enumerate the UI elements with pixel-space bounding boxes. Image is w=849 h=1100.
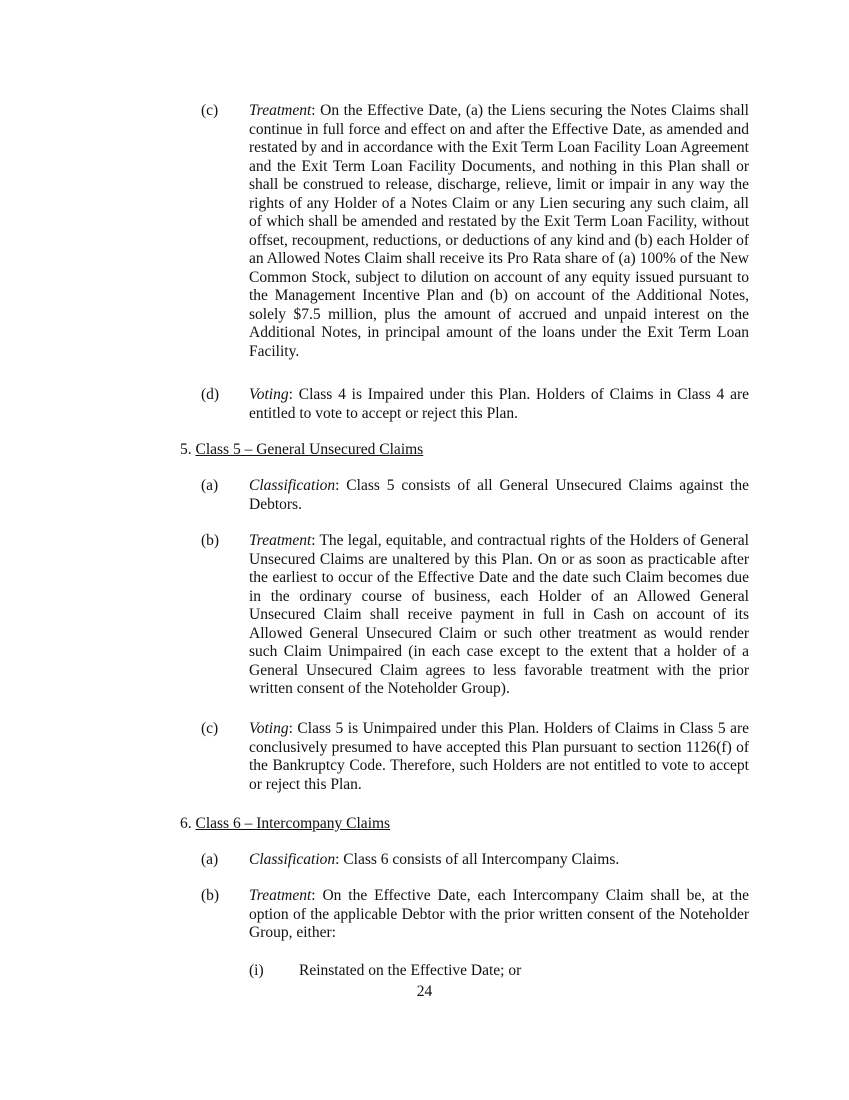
sub-item-label: (i) (249, 962, 264, 979)
item-text: : Class 6 consists of all Intercompany Claims. (335, 851, 620, 868)
class5-treatment-paragraph (201, 532, 749, 699)
item-text: : On the Effective Date, (a) the Liens securing the Notes Claims shall continue in full force and effect on and after the Effective Date, as amended and restated by and in accordance with the Exit Term Loan Facility Loan Agreement and the Exit Term Loan Facility Documents, and nothing in this Plan shall or shall be construed to release, discharge, relieve, limit or impair in any way the rights of any Holder of a Notes Claim or any Lien securing any such claim, all of which shall be amended and restated by the Exit Term Loan Facility, without offset, recoupment, reductions, or deductions of any kind and (b) each Holder of an Allowed Notes Claim shall receive its Pro Rata share of (a) 100% of the New Common Stock, subject to dilution on account of any equity issued pursuant to the Management Incentive Plan and (b) on account of the Additional Notes, solely $7.5 million, plus the amount of accrued and unpaid interest on the Additional Notes, in principal amount of the loans under the Exit Term Loan Facility. (249, 102, 749, 360)
item-body (249, 851, 749, 870)
item-title: Voting (249, 720, 289, 737)
sub-item-text: Reinstated on the Effective Date; or (299, 962, 522, 979)
item-title: Voting (249, 386, 289, 403)
item-label: (d) (201, 386, 220, 403)
item-label: (a) (201, 477, 219, 494)
item-body (249, 720, 749, 794)
item-text: : On the Effective Date, each Intercompany Claim shall be, at the option of the applicable Debtor with the prior written consent of the Noteholder Group, either: (249, 887, 749, 941)
item-body (249, 386, 749, 423)
item-title: Treatment (249, 887, 312, 904)
class4-treatment-paragraph (201, 102, 749, 361)
item-text: : Class 5 consists of all General Unsecured Claims against the Debtors. (249, 477, 749, 513)
heading-title: Class 6 – Intercompany Claims (195, 815, 391, 832)
class6-sub-item (249, 962, 749, 981)
item-text: : Class 4 is Impaired under this Plan. Holders of Claims in Class 4 are entitled to vote to accept or reject this Plan. (249, 386, 749, 422)
class6-heading (180, 815, 390, 834)
class5-classification-paragraph (201, 477, 749, 514)
item-body (249, 477, 749, 514)
item-title: Classification (249, 477, 336, 494)
item-body (249, 887, 749, 943)
item-title: Treatment (249, 102, 312, 119)
heading-number: 5. (180, 441, 192, 458)
item-label: (a) (201, 851, 219, 868)
item-label: (b) (201, 887, 220, 904)
class6-classification-paragraph (201, 851, 749, 870)
item-title: Treatment (249, 532, 312, 549)
item-label: (c) (201, 720, 219, 737)
item-body (249, 532, 749, 699)
item-text: : Class 5 is Unimpaired under this Plan. Holders of Claims in Class 5 are conclusively presumed to have accepted this Plan pursuant to section 1126(f) of the Bankruptcy Code. Therefore, such Holders are not entitled to vote to accept or reject this Plan. (249, 720, 749, 793)
item-body (249, 102, 749, 361)
class5-voting-paragraph (201, 720, 749, 794)
heading-title: Class 5 – General Unsecured Claims (195, 441, 424, 458)
item-label: (b) (201, 532, 220, 549)
item-title: Classification (249, 851, 336, 868)
item-label: (c) (201, 102, 219, 119)
heading-number: 6. (180, 815, 192, 832)
class6-treatment-paragraph (201, 887, 749, 943)
class4-voting-paragraph (201, 386, 749, 423)
page-number: 24 (416, 983, 433, 1000)
class5-heading (180, 441, 423, 460)
item-text: : The legal, equitable, and contractual rights of the Holders of General Unsecured Claims are unaltered by this Plan. On or as soon as practicable after the earliest to occur of the Effective Date and the date such Claim becomes due in the ordinary course of business, each Holder of an Allowed General Unsecured Claim shall receive payment in full in Cash on account of its Allowed General Unsecured Claim or such other treatment as would render such Claim Unimpaired (in each case except to the extent that a holder of a General Unsecured Claim agrees to less favorable treatment with the prior written consent of the Noteholder Group). (249, 532, 749, 697)
